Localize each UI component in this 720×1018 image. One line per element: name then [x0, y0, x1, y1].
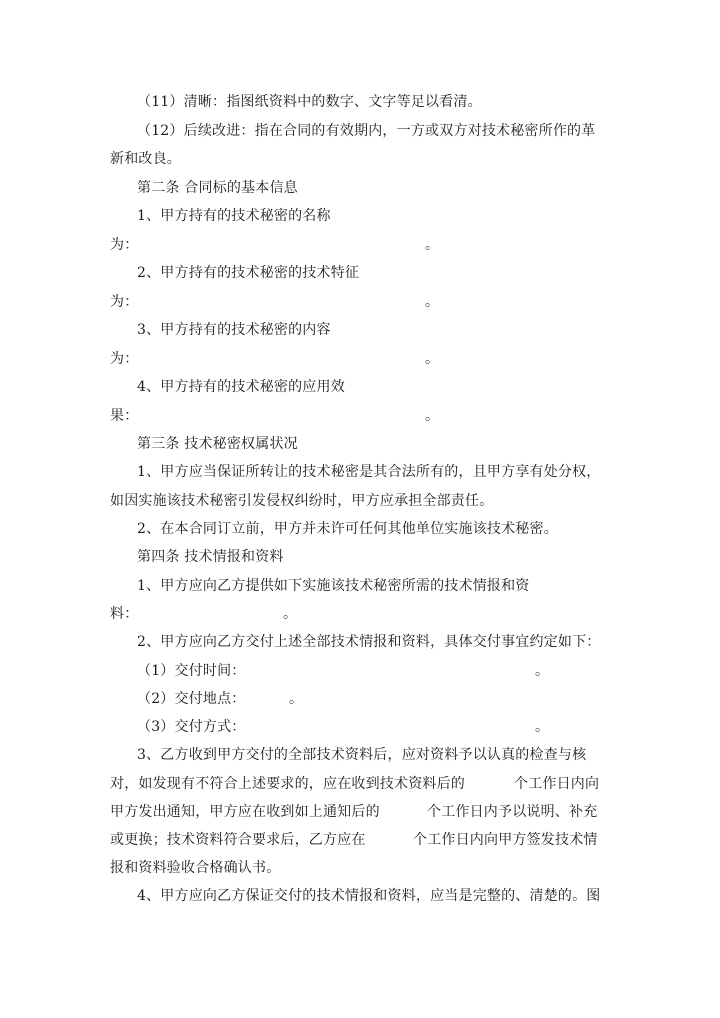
article-3-item-1-continued: 如因实施该技术秘密引发侵权纠纷时，甲方应承担全部责任。 [110, 493, 494, 509]
delivery-method-period: 。 [535, 719, 550, 735]
item-1-name-line: 1、甲方持有的技术秘密的名称 [137, 208, 331, 224]
delivery-time-label: （1）交付时间： [137, 663, 246, 679]
clause-12-continued: 新和改良。 [110, 151, 181, 167]
article-3-item-1: 1、甲方应当保证所转让的技术秘密是其合法所有的，且甲方享有处分权， [137, 464, 601, 480]
item-4-effect-line: 4、甲方持有的技术秘密的应用效 [137, 379, 345, 395]
item-1-prefix: 为： [110, 237, 139, 253]
article-4-item-3: 3、乙方收到甲方交付的全部技术资料后，应对资料予以认真的检查与核 [137, 747, 587, 763]
delivery-place-period: 。 [289, 691, 304, 707]
article-4-item-4: 4、甲方应向乙方保证交付的技术情报和资料，应当是完整的、清楚的。图 [137, 888, 601, 904]
article-4-item-3-line-5: 报和资料验收合格确认书。 [110, 860, 281, 876]
item-2-feature-line: 2、甲方持有的技术秘密的技术特征 [137, 265, 360, 281]
item-3-prefix: 为： [110, 351, 139, 367]
article-4-item-3-line-4b: 个工作日内向甲方签发技术情 [413, 832, 598, 848]
item-2-prefix: 为： [110, 294, 139, 310]
article-4-item-3-line-2a: 对，如发现有不符合上述要求的，应在收到技术资料后的 [110, 776, 465, 792]
item-4-prefix: 果： [110, 408, 139, 424]
article-4-item-1-period: 。 [283, 606, 298, 622]
delivery-time-period: 。 [535, 663, 550, 679]
clause-12-line: （12）后续改进：指在合同的有效期内，一方或双方对技术秘密所作的革 [137, 123, 596, 139]
delivery-method-label: （3）交付方式： [137, 719, 246, 735]
article-4-item-3-line-4a: 或更换；技术资料符合要求后，乙方应在 [110, 832, 366, 848]
item-3-content-line: 3、甲方持有的技术秘密的内容 [137, 322, 331, 338]
article-3-item-2: 2、在本合同订立前，甲方并未许可任何其他单位实施该技术秘密。 [137, 521, 558, 537]
article-4-item-1: 1、甲方应向乙方提供如下实施该技术秘密所需的技术情报和资 [137, 578, 530, 594]
clause-11-line: （11）清晰：指图纸资料中的数字、文字等足以看清。 [137, 94, 482, 110]
article-4-item-3-line-3b: 个工作日内予以说明、补充 [427, 804, 598, 820]
item-3-period: 。 [425, 351, 440, 367]
article-4-item-1-prefix: 料： [110, 606, 139, 622]
delivery-place-label: （2）交付地点： [137, 691, 246, 707]
article-4-heading: 第四条 技术情报和资料 [137, 549, 284, 565]
item-4-period: 。 [425, 408, 440, 424]
article-4-item-3-line-3a: 甲方发出通知，甲方应在收到如上通知后的 [110, 804, 380, 820]
article-4-item-3-line-2b: 个工作日内向 [514, 776, 600, 792]
article-4-item-2: 2、甲方应向乙方交付上述全部技术情报和资料，具体交付事宜约定如下： [137, 634, 601, 650]
article-2-heading: 第二条 合同标的基本信息 [137, 180, 298, 196]
article-3-heading: 第三条 技术秘密权属状况 [137, 436, 298, 452]
item-2-period: 。 [425, 294, 440, 310]
item-1-period: 。 [425, 237, 440, 253]
